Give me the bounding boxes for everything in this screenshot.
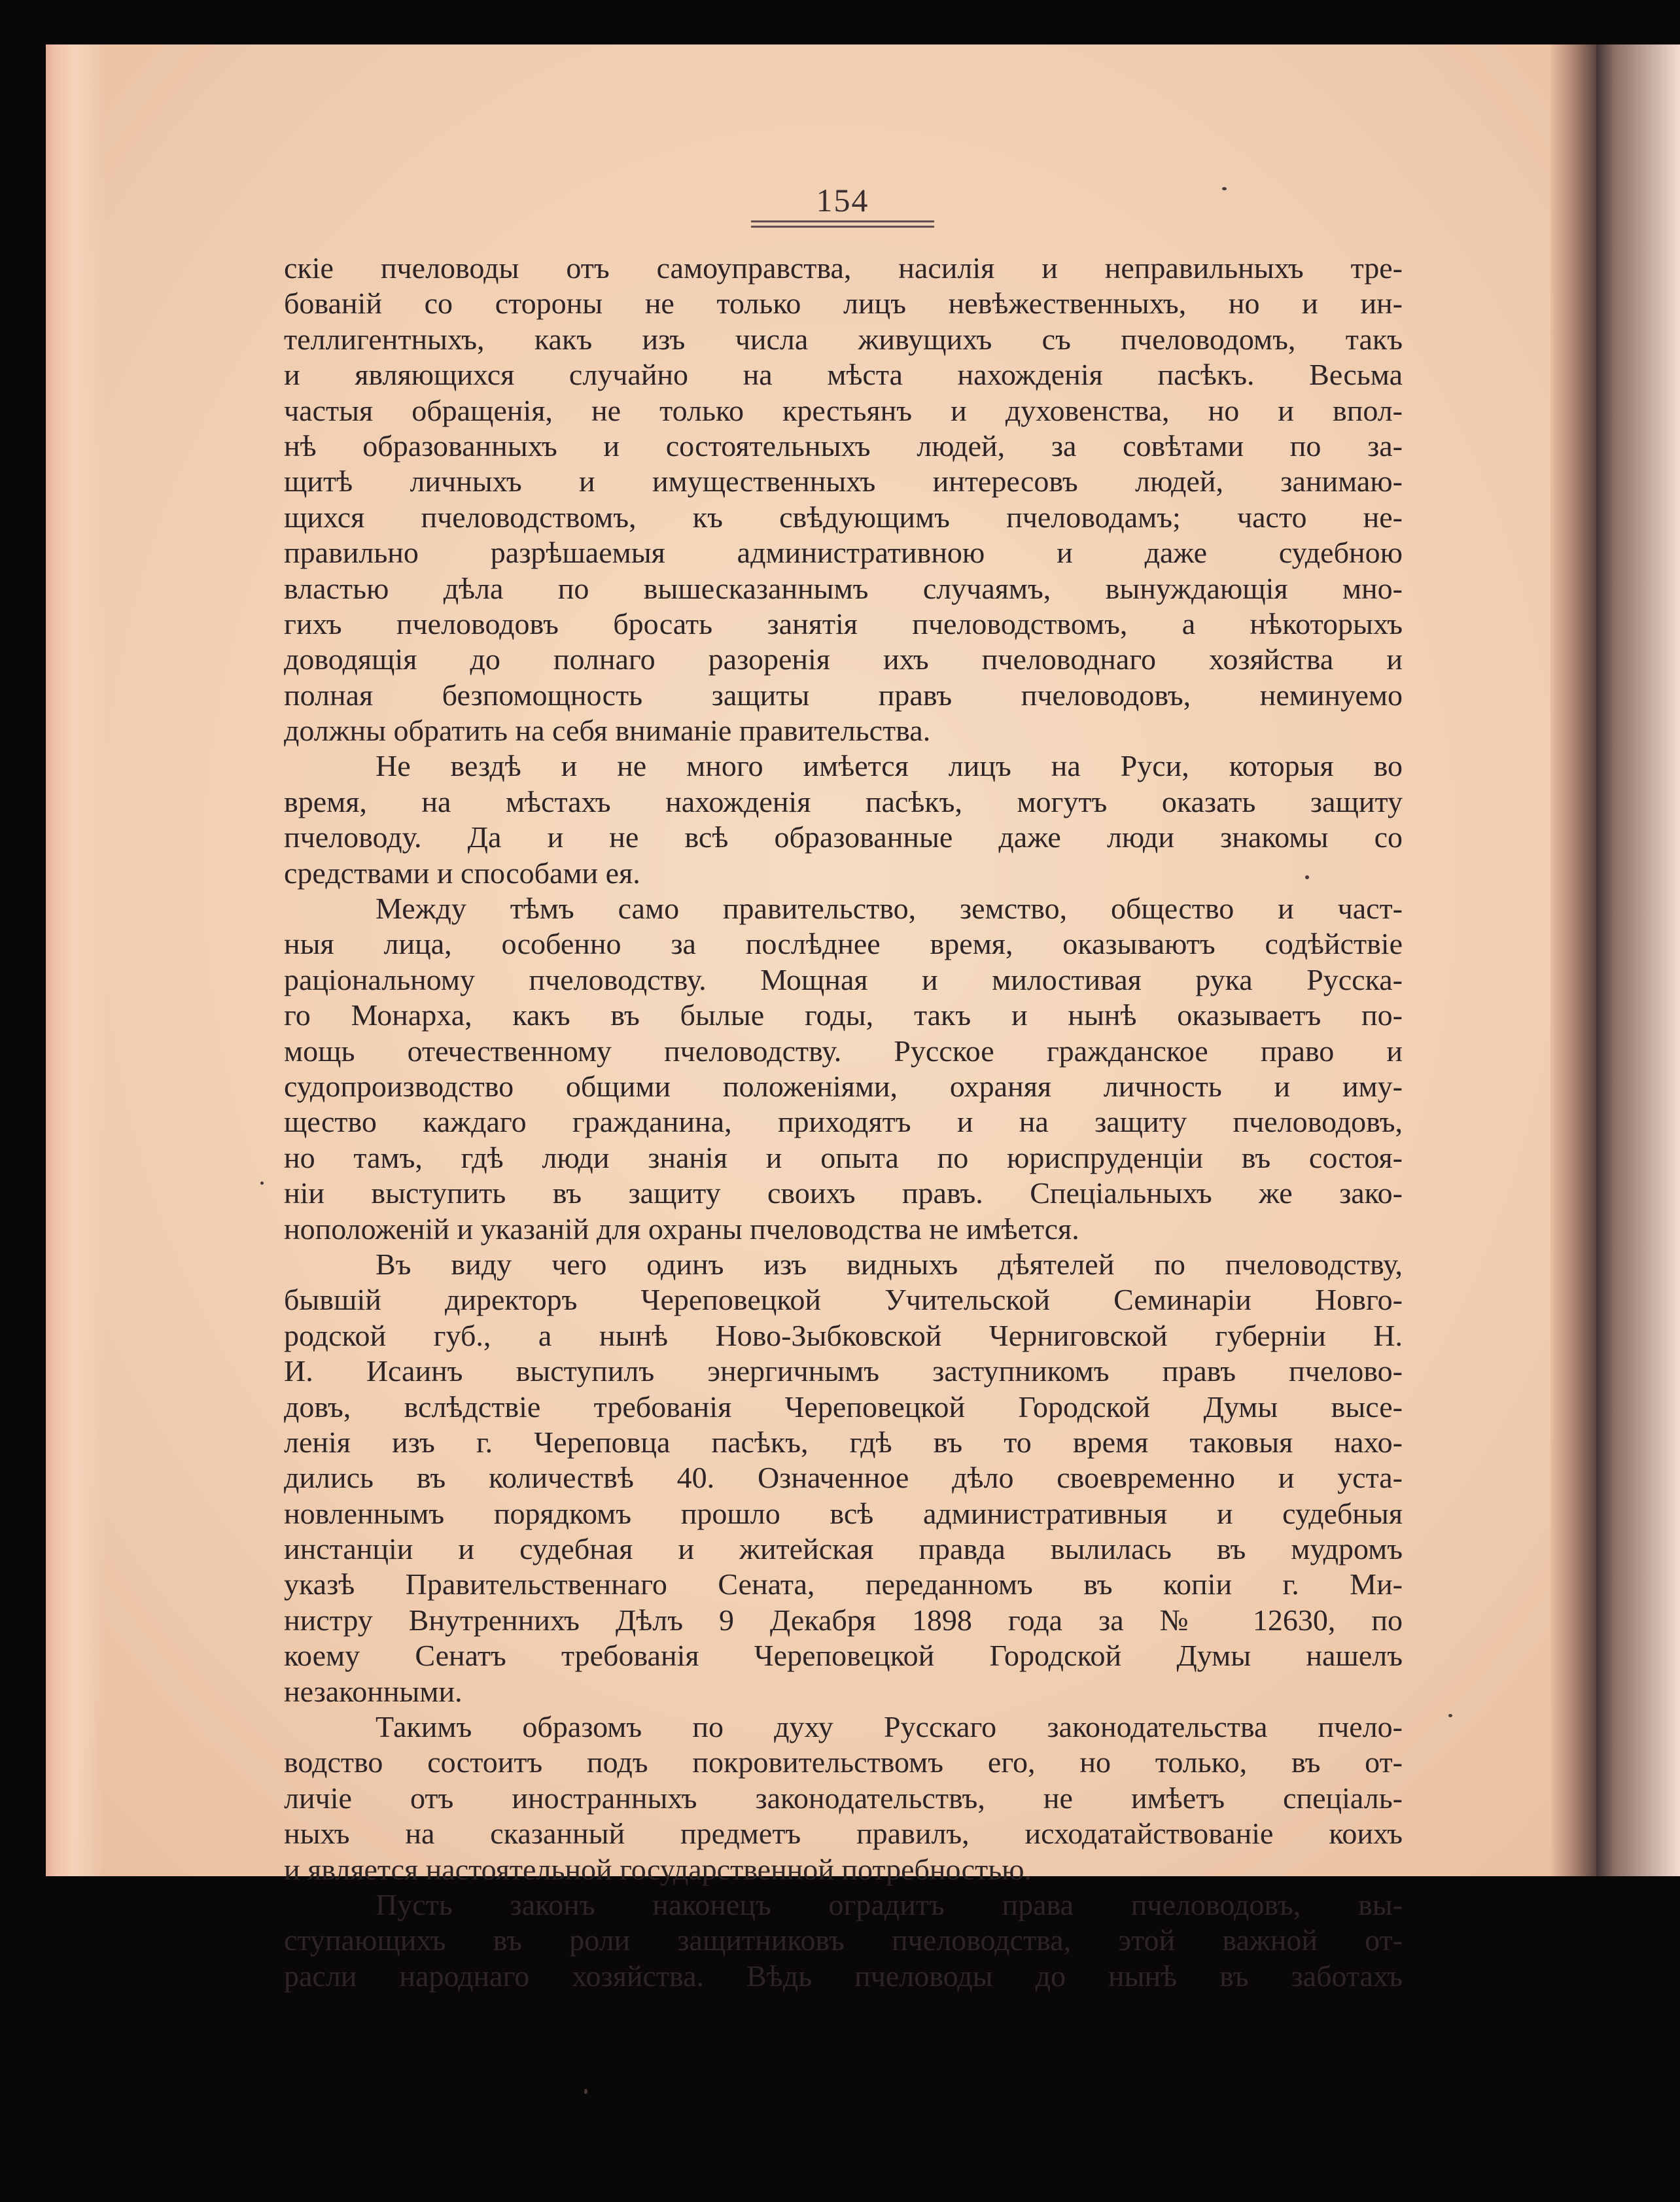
print-speck (1448, 1714, 1452, 1717)
text-line: ленія изъ г. Череповца пасѣкъ, гдѣ въ то время таковыя нахо- (284, 1425, 1403, 1459)
text-line: мощь отечественному пчеловодству. Русское гражданское право и (284, 1034, 1403, 1068)
text-line: щество каждаго гражданина, приходятъ и на защиту пчеловодовъ, (284, 1105, 1403, 1139)
text-line: ныя лица, особенно за послѣднее время, оказываютъ содѣйствіе (284, 927, 1403, 961)
text-line: Такимъ образомъ по духу Русскаго законодательства пчело- (376, 1710, 1403, 1744)
text-line: щитѣ личныхъ и имущественныхъ интересовъ людей, занимаю- (284, 464, 1403, 498)
text-line: полная безпомощность защиты правъ пчеловодовъ, неминуемо (284, 678, 1403, 712)
text-line: скіе пчеловоды отъ самоуправства, насилія и неправильныхъ тре- (284, 251, 1403, 285)
text-line: ныхъ на сказанный предметъ правилъ, исходатайствованіе коихъ (284, 1817, 1403, 1851)
text-line: нистру Внутреннихъ Дѣлъ 9 Декабря 1898 года за № 12630, по (284, 1603, 1403, 1637)
text-line: нѣ образованныхъ и состоятельныхъ людей, за совѣтами по за- (284, 428, 1403, 463)
text-line: водство состоитъ подъ покровительствомъ его, но только, въ от- (284, 1745, 1403, 1779)
text-line: Пусть законъ наконецъ оградитъ права пчеловодовъ, вы- (376, 1887, 1403, 1921)
print-speck (260, 1181, 264, 1185)
text-line: бованій со стороны не только лицъ невѣжественныхъ, но и ин- (284, 287, 1403, 321)
text-line: незаконными. (284, 1674, 463, 1708)
text-line: ніи выступить въ защиту своихъ правъ. Спеціальныхъ же зако- (284, 1176, 1403, 1210)
text-line: и являющихся случайно на мѣста нахожденія пасѣкъ. Весьма (284, 358, 1403, 392)
text-line: средствами и способами ея. (284, 856, 640, 890)
text-line: властью дѣла по вышесказаннымъ случаямъ, вынуждающія мно- (284, 571, 1403, 605)
page-number: 154 (816, 182, 869, 218)
page-number-rule-upper (751, 220, 934, 222)
text-line: довъ, вслѣдствіе требованія Череповецкой Городской Думы высе- (284, 1389, 1403, 1424)
adjacent-page-edge (1596, 44, 1680, 1876)
text-line: ноположеній и указаній для охраны пчеловодства не имѣется. (284, 1212, 1079, 1246)
text-line: родской губ., а нынѣ Ново-Зыбковской Черниговской губерніи Н. (284, 1318, 1403, 1352)
text-line: доводящія до полнаго разоренія ихъ пчеловоднаго хозяйства и (284, 642, 1403, 676)
page-number-rule-lower (751, 226, 934, 228)
text-line: Въ виду чего одинъ изъ видныхъ дѣятелей по пчеловодству, (376, 1247, 1403, 1281)
text-line: Между тѣмъ само правительство, земство, общество и част- (376, 892, 1403, 926)
text-line: указѣ Правительственнаго Сената, переданномъ въ копіи г. Ми- (284, 1567, 1403, 1601)
text-line: И. Исаинъ выступилъ энергичнымъ заступникомъ правъ пчелово- (284, 1354, 1403, 1388)
text-line: теллигентныхъ, какъ изъ числа живущихъ съ пчеловодомъ, такъ (284, 322, 1403, 356)
text-line: пчеловоду. Да и не всѣ образованные даже люди знакомы со (284, 820, 1403, 854)
text-line: щихся пчеловодствомъ, къ свѣдующимъ пчеловодамъ; часто не- (284, 500, 1403, 534)
text-line: Не вездѣ и не много имѣется лицъ на Руси, которыя во (376, 749, 1403, 783)
body-text (284, 251, 1403, 1994)
page-edge-shadow (1550, 44, 1596, 1876)
text-line: правильно разрѣшаемыя административною и даже судебною (284, 536, 1403, 570)
text-line: коему Сенатъ требованія Череповецкой Городской Думы нашелъ (284, 1639, 1403, 1673)
text-line: частыя обращенія, не только крестьянъ и духовенства, но и впол- (284, 393, 1403, 427)
text-line: должны обратить на себя вниманіе правительства. (284, 714, 931, 748)
text-line: гихъ пчеловодовъ бросать занятія пчеловодствомъ, а нѣкоторыхъ (284, 606, 1403, 640)
print-speck (584, 2089, 587, 2094)
text-line: расли народнаго хозяйства. Вѣдь пчеловоды до нынѣ въ заботахъ (284, 1959, 1403, 1993)
text-line: бывшій директоръ Череповецкой Учительской Семинаріи Новго- (284, 1283, 1403, 1317)
print-speck (1305, 875, 1309, 879)
text-line: но тамъ, гдѣ люди знанія и опыта по юриспруденціи въ состоя- (284, 1140, 1403, 1174)
text-line: и является настоятельной государственной потребностью. (284, 1852, 1032, 1886)
text-line: новленнымъ порядкомъ прошло всѣ административныя и судебныя (284, 1496, 1403, 1530)
text-line: время, на мѣстахъ нахожденія пасѣкъ, могутъ оказать защиту (284, 784, 1403, 818)
text-line: го Монарха, какъ въ былые годы, такъ и нынѣ оказываетъ по- (284, 998, 1403, 1032)
text-line: судопроизводство общими положеніями, охраняя личность и иму- (284, 1069, 1403, 1103)
print-speck (1222, 187, 1227, 190)
text-line: раціональному пчеловодству. Мощная и милостивая рука Русска- (284, 962, 1403, 996)
text-line: инстанціи и судебная и житейская правда вылилась въ мудромъ (284, 1532, 1403, 1566)
text-line: личіе отъ иностранныхъ законодательствъ, не имѣетъ спеціаль- (284, 1781, 1403, 1815)
text-line: ступающихъ въ роли защитниковъ пчеловодства, этой важной от- (284, 1923, 1403, 1957)
text-line: дились въ количествѣ 40. Означенное дѣло своевременно и уста- (284, 1461, 1403, 1495)
